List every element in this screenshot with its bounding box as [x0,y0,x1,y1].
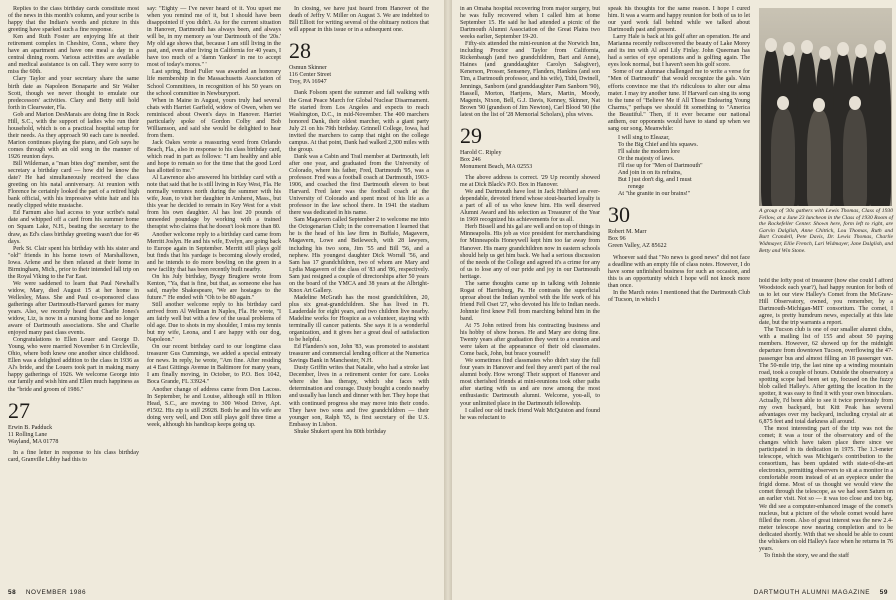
photo-caption: A group of '30s gathers with Lewis Thomas, Class of 1930 Fellow, at a June 23 luncheon in the Class of 1930 Room of the Rockefeller Center. Shown here, form left to right, are Garvin Dalglish, Anne Chittick, Lou Thomas, Ruth and Burt Crandell, Pete Davis, Dr. Lewis Thomas, Charlie Widmayer, Ellie French, Lari Widmayer, Jane Dalglish, and Betty and Win Stone. [759,208,893,254]
right-column-2 [608,6,750,566]
paragraph: The same thoughts came up in talking with Johnnie Rogat of Harrisburg, Pa. He contrasts the superficial uproar about the Indian symbol with the life work of his friend Fell Oset '27, who devoted his life to Indian needs. Johnnie first knew Fell from marching behind him in the band. [460,280,600,322]
paragraph: Replies to the class birthday cards constitute most of the news in this month's column, and your scribe is happy that the Indian's words and picture in this greeting have sparked such a fine response. [8,6,139,34]
photo-head [855,44,867,58]
left-column-3 [289,6,429,566]
secretary-city: Monument Beach, MA 02553 [460,163,533,170]
photo-figure [807,110,831,206]
paragraph: Perk St. Clair spent his birthday with his sister and "old" friends in his home town of Marshalltown, Iowa. Arlene and he then relaxed at their home in Birmingham, Mich., prior to their intended fall trip on the Royal Viking to the Far East. [8,245,139,280]
photo-head [874,40,886,54]
paragraph: speak his thoughts for the same reason. I hope I cured him. It was a warm and happy reunion for both of us to let our yard work fall behind while we talked about Dartmouth past and present. [608,6,750,34]
page-gutter [444,0,452,600]
group-photo [759,8,892,206]
paragraph: In closing, we have just heard from Hanover of the death of Jeffry V. Miller on August 3. We are indebted to Bill Elliott for writing several of the obituary notices that will appear in this issue or in a subsequent one. [289,6,429,34]
paragraph: Jack Oakes wrote a reassuring word from Orlando Beach, Fla., also in response to his class birthday card, which read in part as follows: "I am healthy and able and hope to remain so for the time that the good Lord has allotted to me." [147,139,281,175]
right-page [452,0,896,600]
class-number-29: 29 [460,122,482,148]
paragraph: Clary Taylor and your secretary share the same birth date as Napoleon Bonaparte and Sir Walter Scott, though we never thought to emulate our predecessors' activities. Clary and Betty still hold forth in Clearwater, Fla. [8,76,139,111]
class-secretary-address [460,150,600,171]
paragraph: say: "Eighty — I've never heard of it. You upset me when you remind me of it, but I should have been disappointed if you didn't. As for the current situation in Hanover, Dartmouth has always been, and always will be, in my memory as 'our Dartmouth of the '20s.' My old age shows that, because I am still living in the past, and, even after living in California for 40 years, I have too much of a 'damn Yankee' in me to accept most of today's mores." ' [147,6,281,69]
paragraph: In the March notes I mentioned that the Dartmouth Club of Tucson, in which I [608,289,750,303]
page-number: 58 [8,589,17,596]
verse-line: At "the granite in our brains!" [618,191,691,198]
paragraph: On our recent birthday card to our longtime class treasurer Gus Cummings, we added a special entreaty for news. In reply, he wrote, "Am fine. After residing at 4 East Gittings Avenue in Baltimore for many years, I am finally moving, in October, to P.O. Box 1042, Boca Grande, FL 33924." [147,344,281,386]
paragraph: Last spring, Brad Fuller was awarded an honorary life membership in the Massachusetts Association of School Committees, in recognition of his 50 years on the school committee in Newburyport. [147,69,281,97]
secretary-name: Harold C. Ripley [460,149,502,156]
verse-line: And join in on its refrains, [618,170,682,177]
paragraph: Larry Hale is back at his golf after an operation. He and Marianna recently rediscovered the beauty of Lake Morey and its inn with Al and Lily Finlay. John Queeman has had a series of eye operations and is golfing again. The eyes look normal, but I haven't seen his golf score. [608,34,750,69]
photo-head [765,38,777,52]
paragraph: On his July birthday, Bysgy Brugiere wrote from Kenton, "Ya, that is fine, but that, as someone else has said, maybe Shakespeare, 'We are hostages to the future.'" He ended with "Oh to be 80 again." [147,273,281,301]
photo-figure [771,108,795,206]
paragraph: in an Omaha hospital recovering from major surgery, but he was fully recovered when I called him at home September 15. He said he had attended a picnic of the Dartmouth Alumni Association of the Great Plains two weeks earlier, September 19-20. [460,6,600,41]
left-page [0,0,444,600]
verse-line: I'll salute the modern lore [618,148,680,155]
class-secretary-address [289,65,429,86]
class-number-28: 28 [289,38,311,64]
paragraph: Al Lawrence also answered his birthday card with a note that said that he is still living in Key West, Fla. He normally ventures north during the summer with his wife, Jean, to visit her daughter in Amherst, Mass., but this year he decided to remain in Key West for a visit from his own daughter. Al has lost 20 pounds of unneeded poundage by working with a trained therapist who claims that he doesn't look more than 80. [147,175,281,231]
magazine-title: DARTMOUTH ALUMNI MAGAZINE [753,589,871,596]
secretary-name: Erwin B. Padduck [8,424,53,431]
photo-figure [869,50,891,206]
class-number-27: 27 [8,397,30,423]
class-number-30: 30 [608,202,630,228]
photo-head [849,96,861,110]
photo-head [837,42,849,56]
verse-line: renege [628,184,645,191]
right-column-1 [460,6,600,566]
paragraph: Congratulations to Ellen Louer and George D. Young, who were married November 6 in Circleville, Ohio, where both knew one another since childhood. Ellen was a delighted addition to the class in 1936 as Al's bride, and the Louers took part in making many happy gatherings of 1926. We welcome George into our family and wish him and Ellen much happiness as the "bride and groom of 1986." [8,337,139,393]
photo-figure [843,108,867,206]
secretary-street: Box 246 [460,156,481,163]
left-col1-paragraphs [8,6,139,394]
paragraph: Sam Magavern called September 2 to welcome me into the Octogenarian Club; in the conversation I learned that he is the head of his law firm in Buffalo, Magavern, Magavern, Lowe and Beilewech, with 28 lawyers, including his two sons, Jim '55 and Bill '56, and a nephew. His youngest daughter Dick Worrall '56, and Sam has 17 grandchildren, two of whom are Mary and Lydia Magavern of the class of '83 and '86, respectively. Sam just resigned a couple of directorships after 50 years on the board of the YMCA and 38 years at the Albright-Knox Art Gallery. [289,217,429,294]
photo-head [801,40,813,54]
class-secretary-address [608,229,750,250]
paragraph: Gob and Marion DesMarais are doing fine in Rock Hill, S.C., with the support of ladies who run their household, which is on a practical hospital setup for their needs. As they approach 90 each care is needed. Marion continues playing the piano, and Gob says he comes through with an old song in the manner of 1926 reunion days. [8,111,139,160]
page-number: 59 [879,589,888,596]
photo-head [819,46,831,60]
paragraph: Madeline McGrath has the most grandchildren, 20, plus six great-grandchildren. She has lived in Ft. Lauderdale for eight years, and two children live nearby. Madeline works for Hospice as a volunteer, staying with terminally ill cancer patients. She says it is a wonderful organization, and it gives her a great deal of satisfaction to be helpful. [289,294,429,344]
photo-head [783,42,795,56]
paragraph: Bill Wildeman, a "man bites dog" member, sent the secretary a birthday card — how did he know the date? He had simultaneously received the class greeting on his natal anniversary. At reunion with Florence he certainly looked the part of a retired high bank official, with his impressive white hair and his neatly clipped white mustache. [8,161,139,210]
photo-head [813,98,825,112]
paragraph: Dusty Griffin writes that Natalie, who had a stroke last December, lives in a retirement center for care. Looks where she has therapy, which she faces with determination and courage. Dusty bought a condo nearby and usually has lunch and dinner with her. They hope that with continued progress she may move into their condo. They have two sons and five grandchildren — their younger son, Ralph '65, is first secretary of the U.S. Embassy in Lisbon. [289,365,429,428]
secretary-city: Green Valley, AZ 85622 [608,243,667,250]
paragraph: We were saddened to learn that Paul Newhall's widow, Mary, died August 15 at her home in Wellesley, Mass. She and Paul co-sponsored class gatherings after Dartmouth-Harvard games for many years. Also, we recently heard that Charlie Jones's widow, Liz, is now in a nursing home and no longer aware of Dartmouth associations. She and Charlie enjoyed many past class events. [8,280,139,337]
paragraph: I called our old track friend Walt McQuiston and found he was reluctant to [460,407,600,421]
paragraph: Whoever said that "No news is good news" did not face a deadline with an empty file of class notes. However, I do have some unfinished business for such an occasion, and this is an opportunity which I hope will not knock more than once. [608,254,750,289]
paragraph: In a fine letter in response to his class birthday card, Granville Libby had this to [8,449,139,463]
paragraph: When in Maine in August, yours truly had several chats with Harriet Garfield, widow of Owen, when we reminisced about Owen's days in Hanover. Harriet particularly spoke of Gordon Colby and Bob Williamson, and said she would be delighted to hear from them. [147,97,281,139]
paragraph: The Tucson club is one of our smaller alumni clubs, with a mailing list of 155 and about 50 paying members. However, 62 showed up for the midnight departure from downtown Tucson, overflowing the 47-passenger bus and almost filling an 18 passenger van. The 50-mile trip, the last nine up a winding mountain road, took a couple of hours. Outside the observatory a spotting scope had been set up, focused on the fuzzy blob called Halley's. After getting the location in the spotter, it was easy to find it with your own binoculars. Actually, I'd been able to see it twice previously from my own backyard, but Kitt Peak has several advantages over my backyard, including crystal air at 6,875 feet and total darkness all around. [759,327,893,425]
paragraph: Still another welcome reply to his birthday card arrived from Al Wellman in Naples, Fla. He wrote, "I am fairly well but with a few of the usual problems of old age. Due to shots in my shoulder, I miss my tennis but my wife, Leona, and I are happy with our dog, Napoleon." [147,301,281,344]
paragraph: Herb Bissell and his gal are well and on top of things in Minneapolis. His job as vice president for merchandising for Minneapolis Honeywell kept him too far away from Hanover. His many grandchildren now in eastern schools should help us get him back. We had a serious discussion of the needs of the College and agreed it's a crime for any of us to lose any of our pride and joy in our Dartmouth heritage. [460,224,600,280]
photo-head [777,96,789,110]
right-column-3 [759,278,893,568]
paragraph: Ken and Ruth Foster are enjoying life at their retirement complex in Cheshire, Conn., where they have an apartment and have one meal a day in a central dining room. Various activities are available and medical assistance is on call. They were sorry to miss the 60th. [8,34,139,76]
left-column-1 [8,6,139,566]
class-secretary-address [8,425,139,446]
paragraph: Dank was a Cabin and Trail member at Dartmouth, left after one year, and graduated from the University of Colorado, where his father, Fred, Dartmouth '95, was a professor. Fred was a football coach at Dartmouth, 1903-1906, and coached the first Dartmouth eleven to beat Harvard. Fred later was the football coach at the University of Colorado and spent most of his life as a professor in the law school there. In 1941 the stadium there was dedicated in his name. [289,153,429,217]
secretary-street: 116 Center Street [289,72,332,79]
left-column-2 [147,6,281,566]
paragraph: Another change of address came from Don Lacoss. In September, he and Louise, although still in Hilton Head, S.C., are moving to 300 Wood Drive, Apt. #1502. His zip is still 29928. Both he and his wife are doing very well, and Don still plays golf three time a week, although his handicap keeps going up. [147,386,281,428]
right-footer [754,589,888,596]
issue-date: NOVEMBER 1986 [25,589,87,596]
paragraph: Some of our alumnae challenged me to write a verse for "Men of Dartmouth" that would recognize the gals. Vain efforts convince me that it's ridiculous to alter our alma mater. I may try another tune. If Harvard can sing its song to the tune of "Believe Me if All Those Endearing Young Charms," perhaps we should fit something to "America the Beautiful." Then, if it ever became our national anthem, our opponents would have to stand up when we sang our song. Meanwhile: [608,69,750,132]
paragraph: Another welcome reply to a birthday card came from Merritt Joslyn. He and his wife, Evelyn, are going back to Europe again in September. Merritt still plays golf but finds that his yardage is becoming slowly eroded, and he intends to do more bowling on the green in a new facility that has been recently built nearby. [147,231,281,273]
paragraph: Shuke Shukert spent his 80th birthday [294,428,387,435]
poem-verse [618,135,750,198]
secretary-name: Osmun Skinner [289,65,327,72]
verse-line: To the Big Chief and his squaws. [618,141,699,148]
verse-line: I will sing to Eleazar, [618,134,670,141]
paragraph: The above address is correct. '29 Up recently showed me at Dick Black's P.O. Box in Hanover. [460,175,600,189]
paragraph: At 75 John retired from his contracting business and his hobby of show horses. He and Mary are doing fine. Twenty years after graduation they went to a reunion and were taken at the appearance of their old classmates. Come back, John, but brace yourself! [460,323,600,358]
paragraph: The most interesting part of the trip was not the comet; it was a tour of the observatory and of the changes which have taken place there since we participated in its dedication in 1975. The 1.3-meter telescope, which was Michigan's contribution to the consortium, has been updated with state-of-the-art electronics, permitting observers to sit at a monitor in a comfortable room instead of at an eyepiece under the frigid dome. Most of us thought we would view the comet through the telescope, as we had seen Saturn on an earlier visit. Not so — it was too close and too big. We did see a computer-enhanced image of the comet's nucleus, but a picture of the whole comet would have filled the room. Also of great interest was the new 2.4-meter telescope now nearing completion and to be dedicated shortly. With that we should be able to count the whiskers on old Halley's face when he returns in 76 years. [759,425,893,552]
secretary-city: Troy, PA 16947 [289,79,327,86]
paragraph: Fifty-six attended the mini-reunion at the Norwich Inn, including Proctor and Taylor from California, Rickenbaugh (and two grandchildren, Bart and Anne), Haines (and granddaughter Carolyn Salsgiver), Kenerson, Prosser, Senseney, Flanders, Hankins (and son Tim, a Dartmouth professor, and his wife), Tidd, Dwinell, Jennings, Sanborn (and granddaughter Pam Sanborn '90), Hassell, Morton, Hartjens, Marx, Martin, Moody, Magenis, Nixon, Bell, G.J. Davis, Kenney, Skinner, Nat Brown '90 (grandson of Jim Newton), Carl Blood '90 (the latest on the list of '28 Memorial Scholars), plus wives. [460,41,600,118]
secretary-street: Box 96 [608,236,626,243]
paragraph: Dank Folsom spent the summer and fall walking with the Great Peace March for Global Nuclear Disarmament. He started from Los Angeles and expects to reach Washington, D.C., in mid-November. The 400 marchers honored Dank, their oldest marcher, with a giant party July 21 on his 79th birthday. Grinnell College, Iowa, had invited the marchers to camp that night on the college campus. At that point, Dank had walked 2,300 miles with the group. [289,90,429,153]
paragraph: Ed Flanders's son, John '83, was promoted to assistant treasurer and commercial lending officer at the Numerica Savings Bank in Manchester, N.H. [289,344,429,365]
verse-line: I'll rise up for "Men of Dartmouth" [618,163,703,170]
secretary-city: Wayland, MA 01778 [8,438,59,445]
secretary-street: 11 Rolling Lane [8,431,48,438]
paragraph: To finish the story, we and the staff [764,552,850,559]
paragraph: We sometimes find classmates who didn't stay the full four years in Hanover and feel they aren't part of the real alumni body. How wrong! Their support of Hanover and most cherished friends at mini-reunions took other paths after starting with us and are now among the most enthusiastic Dartmouth alumni. Welcome, you-all, to your unlimited place in the Dartmouth fellowship. [460,358,600,407]
left-footer [8,589,86,596]
paragraph: Ed Farnum also had access to your scribe's natal date and whipped off a card from his summer home on Squam Lake, N.H., beating the secretary to the draw, as Ed's class birthday greeting wasn't due for 46 days. [8,210,139,245]
verse-line: Or the majesty of laws. [618,155,675,162]
paragraph: hold the lofty post of treasurer (how else could I afford Woodstock each year?), had happy reunion for both of us to let our view Halley's Comet from the McGraw-Hill Observatory, owned, you remember, by a Dartmouth-Michigan-MIT consortium. The comet, I agree, is pretty humdrum news, especially at this late date, but the trip warrants a report. [759,278,893,327]
paragraph: We and Dartmouth have lost in Jack Hubbard an ever-dependable, devoted friend whose stout-hearted loyalty is a part of all of us who knew him. His well deserved Alumni Award and his selection as Treasurer of the Year in 1969 recognized his achievements for us all. [460,189,600,224]
verse-line: But I just don't dig, and I must [618,177,692,184]
secretary-name: Robert M. Marr [608,229,647,236]
